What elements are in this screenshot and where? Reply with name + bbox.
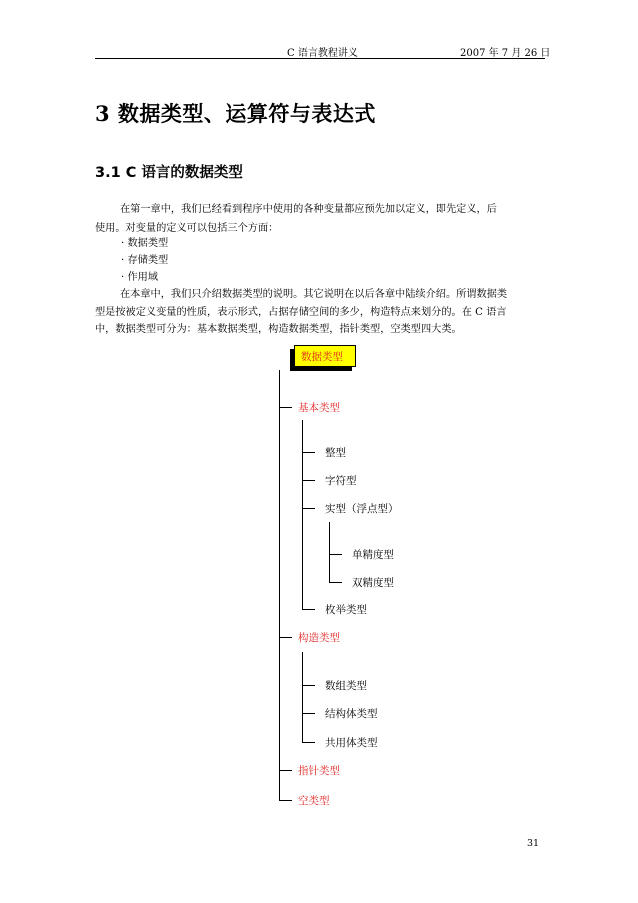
tree-branch [302,452,315,453]
paragraph2-line3: 中，数据类型可分为：基本数据类型，构造数据类型，指针类型，空类型四大类。 [95,324,462,335]
aspect-item: · 作用域 [121,272,159,283]
header-book-title: C 语言教程讲义 [287,48,358,59]
tree-node-real: 实型（浮点型） [325,503,399,515]
tree-node-void: 空类型 [298,795,330,807]
page-number: 31 [527,838,540,849]
tree-branch [329,582,342,583]
section-title: 3.1 C 语言的数据类型 [95,165,243,181]
paragraph2-line1: 在本章中，我们只介绍数据类型的说明。其它说明在以后各章中陆续介绍。所谓数据类 [120,289,508,300]
tree-branch [302,713,315,714]
tree-branch [302,685,315,686]
tree-node-struct: 结构体类型 [325,708,378,720]
paragraph1-line2: 使用。对变量的定义可以包括三个方面： [95,223,279,234]
tree-node-double: 双精度型 [352,577,394,589]
tree-trunk-level1 [279,370,280,800]
tree-trunk-real [329,522,330,582]
tree-branch [302,742,315,743]
tree-node-array: 数组类型 [325,680,367,692]
header-date: 2007 年 7 月 26 日 [460,48,551,59]
tree-node-basic: 基本类型 [298,402,340,414]
aspect-item: · 数据类型 [121,238,169,249]
tree-trunk-basic [302,420,303,609]
tree-root-label: 数据类型 [301,351,343,363]
tree-node-char: 字符型 [325,475,357,487]
tree-branch [302,480,315,481]
chapter-title: 3 数据类型、运算符与表达式 [95,101,376,126]
paragraph1-line1: 在第一章中，我们已经看到程序中使用的各种变量都应预先加以定义，即先定义，后 [120,204,497,215]
tree-branch [279,770,292,771]
tree-branch [329,554,342,555]
tree-trunk-constructed [302,652,303,742]
paragraph2-line2: 型是按被定义变量的性质，表示形式，占据存储空间的多少，构造特点来划分的。在 C 语言 [95,307,507,318]
tree-node-union: 共用体类型 [325,737,378,749]
tree-branch [302,609,315,610]
header-rule [95,58,545,59]
tree-node-integer: 整型 [325,447,346,459]
tree-node-single: 单精度型 [352,549,394,561]
tree-branch [302,508,315,509]
tree-node-enum: 枚举类型 [325,604,367,616]
aspect-item: · 存储类型 [121,255,169,266]
tree-branch [279,407,292,408]
tree-node-pointer: 指针类型 [298,765,340,777]
tree-root-box [294,345,356,367]
tree-node-constructed: 构造类型 [298,632,340,644]
tree-branch [279,800,292,801]
tree-branch [279,637,292,638]
